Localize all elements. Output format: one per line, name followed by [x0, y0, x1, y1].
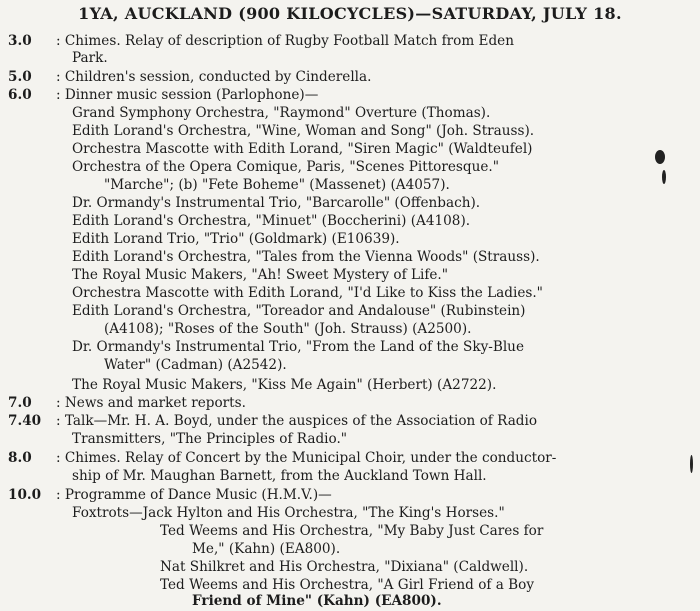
listing-text: Edith Lorand Trio, "Trio" (Goldmark) (E10639). [72, 231, 400, 247]
listing-text: Dr. Ormandy's Instrumental Trio, "From the Land of the Sky-Blue [72, 339, 524, 355]
time-label: 8.0 [8, 450, 32, 466]
listing-text: Transmitters, "The Principles of Radio." [72, 431, 348, 447]
page-title: 1YA, AUCKLAND (900 KILOCYCLES)—SATURDAY, JULY 18. [78, 4, 622, 23]
time-label: 3.0 [8, 33, 32, 49]
listing-text: Water" (Cadman) (A2542). [104, 357, 287, 373]
listing-text: Orchestra Mascotte with Edith Lorand, "Siren Magic" (Waldteufel) [72, 141, 533, 157]
listing-text: Edith Lorand's Orchestra, "Tales from the Vienna Woods" (Strauss). [72, 249, 540, 265]
listing-text: (A4108); "Roses of the South" (Joh. Strauss) (A2500). [104, 321, 472, 337]
listing-text: Edith Lorand's Orchestra, "Minuet" (Boccherini) (A4108). [72, 213, 471, 229]
time-label: 10.0 [8, 487, 42, 503]
listing-text: : Talk—Mr. H. A. Boyd, under the auspices of the Association of Radio [56, 413, 538, 429]
listing-text: The Royal Music Makers, "Kiss Me Again" (Herbert) (A2722). [72, 377, 497, 393]
listing-text: : Dinner music session (Parlophone)— [56, 87, 319, 103]
listing-text: Orchestra of the Opera Comique, Paris, "Scenes Pittoresque." [72, 159, 499, 175]
listing-text: : Programme of Dance Music (H.M.V.)— [56, 487, 332, 503]
listing-text: Edith Lorand's Orchestra, "Toreador and Andalouse" (Rubinstein) [72, 303, 526, 319]
time-label: 7.40 [8, 413, 42, 429]
listing-text: Nat Shilkret and His Orchestra, "Dixiana" (Caldwell). [160, 559, 529, 575]
listing-text: Grand Symphony Orchestra, "Raymond" Overture (Thomas). [72, 105, 491, 121]
listing-text: Me," (Kahn) (EA800). [192, 541, 341, 557]
time-label: 6.0 [8, 87, 32, 103]
listing-text: : Chimes. Relay of Concert by the Municipal Choir, under the conductor- [56, 450, 557, 466]
listing-text: Ted Weems and His Orchestra, "My Baby Just Cares for [160, 523, 544, 539]
listing-text: Ted Weems and His Orchestra, "A Girl Friend of a Boy [160, 577, 535, 593]
listing-text: Edith Lorand's Orchestra, "Wine, Woman and Song" (Joh. Strauss). [72, 123, 535, 139]
time-label: 7.0 [8, 395, 32, 411]
listing-text: : Chimes. Relay of description of Rugby Football Match from Eden [56, 33, 514, 49]
listing-text: "Marche"; (b) "Fete Boheme" (Massenet) (A4057). [104, 177, 450, 193]
listing-text: The Royal Music Makers, "Ah! Sweet Mystery of Life." [72, 267, 448, 283]
ink-smudge [662, 170, 666, 184]
listing-text: Friend of Mine" (Kahn) (EA800). [192, 593, 442, 609]
listing-text: : News and market reports. [56, 395, 246, 411]
listing-text: : Children's session, conducted by Cinderella. [56, 69, 372, 85]
listing-text: Park. [72, 50, 108, 66]
listing-text: ship of Mr. Maughan Barnett, from the Auckland Town Hall. [72, 468, 487, 484]
time-label: 5.0 [8, 69, 32, 85]
listing-text: Dr. Ormandy's Instrumental Trio, "Barcarolle" (Offenbach). [72, 195, 481, 211]
listing-text: Orchestra Mascotte with Edith Lorand, "I'd Like to Kiss the Ladies." [72, 285, 543, 301]
listing-text: Foxtrots—Jack Hylton and His Orchestra, "The King's Horses." [72, 505, 505, 521]
ink-smudge [655, 150, 665, 164]
ink-smudge [690, 455, 693, 473]
